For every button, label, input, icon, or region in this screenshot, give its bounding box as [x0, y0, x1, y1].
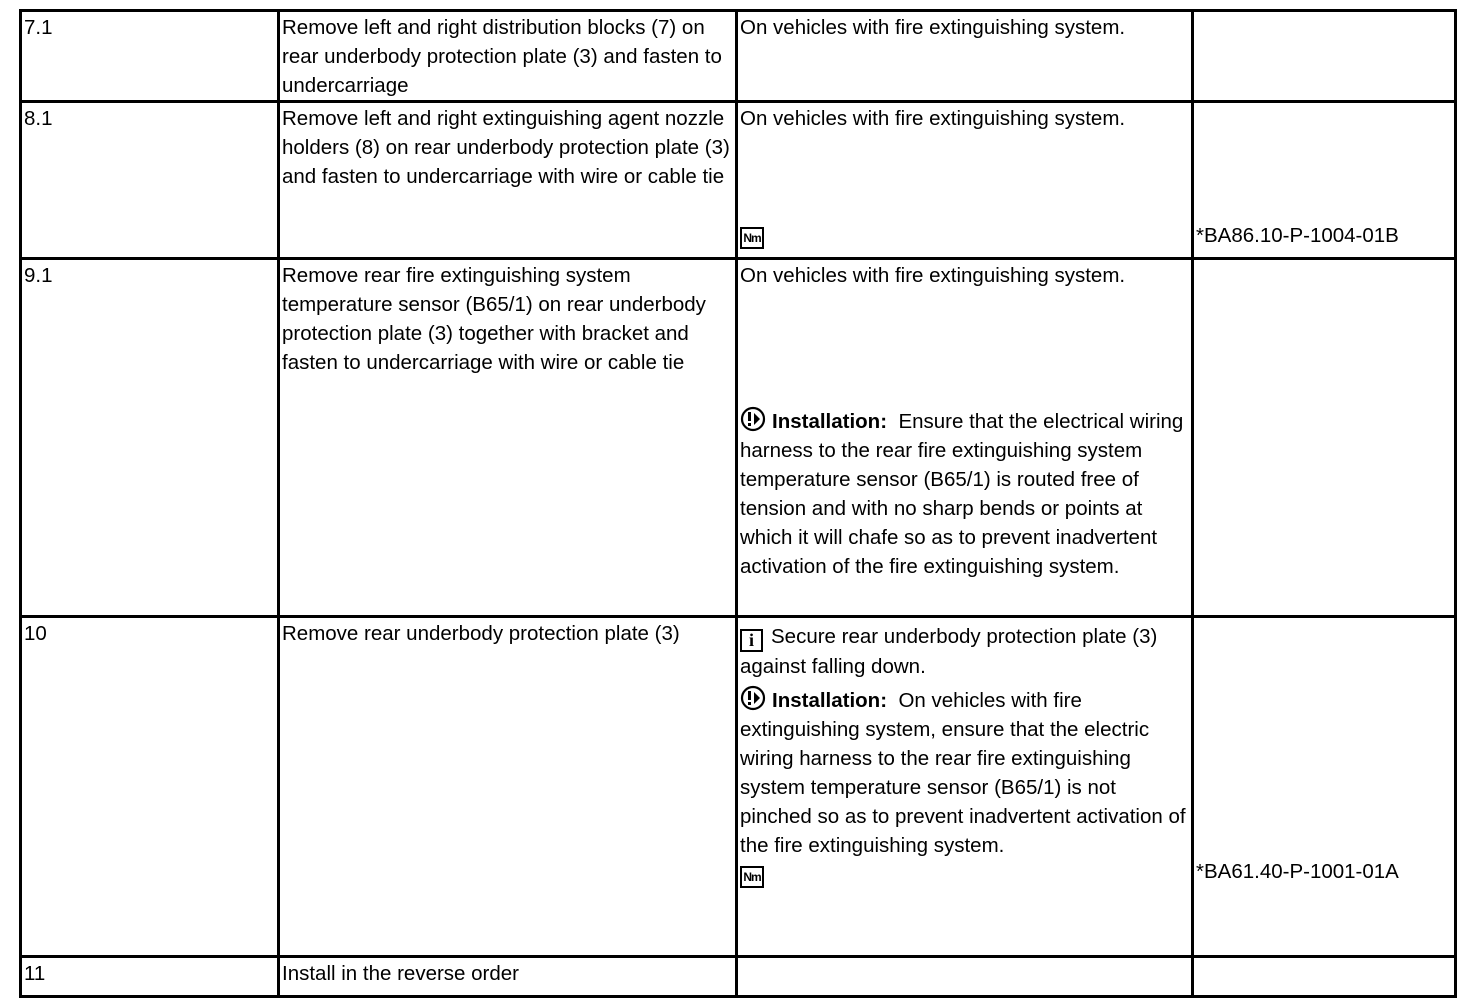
- step-number: 9.1: [21, 259, 279, 617]
- step-reference[interactable]: *BA86.10-P-1004-01B: [1196, 224, 1399, 247]
- step-reference: [1193, 957, 1456, 997]
- step-action: Remove left and right distribution blocks (7) on rear underbody protection plate (3) and fasten to undercarriage: [279, 11, 737, 102]
- table-row: [21, 11, 1456, 102]
- installation-note: [740, 406, 1187, 581]
- step-condition: On vehicles with fire extinguishing system.: [737, 11, 1193, 102]
- step-action: Remove left and right extinguishing agent nozzle holders (8) on rear underbody protection plate (3) and fasten to undercarriage with wire or cable tie: [279, 102, 737, 259]
- installation-label: Installation:: [772, 410, 888, 433]
- step-number: 11: [21, 957, 279, 997]
- step-action: Remove rear fire extinguishing system temperature sensor (B65/1) on rear underbody protection plate (3) together with bracket and fasten to undercarriage with wire or cable tie: [279, 259, 737, 617]
- step-reference-cell: [1193, 102, 1456, 259]
- step-number: 10: [21, 617, 279, 957]
- info-text: Secure rear underbody protection plate (3) against falling down.: [740, 625, 1158, 678]
- procedure-table: [19, 9, 1457, 998]
- torque-nm-icon[interactable]: Nm: [740, 866, 764, 888]
- installation-warning-icon: [740, 406, 766, 432]
- step-number: 8.1: [21, 102, 279, 259]
- installation-text: On vehicles with fire extinguishing system, ensure that the electric wiring harness to the rear fire extinguishing system temperature sensor (B65/1) is not pinched so as to prevent inadvertent activation of the fire extinguishing system.: [740, 689, 1186, 857]
- step-action: Install in the reverse order: [279, 957, 737, 997]
- installation-note: [740, 685, 1187, 860]
- installation-warning-icon: [740, 685, 766, 711]
- installation-text: Ensure that the electrical wiring harness to the rear fire extinguishing system temperature sensor (B65/1) is routed free of tension and with no sharp bends or points at which it will chafe so as to prevent inadvertent activation of the fire extinguishing system.: [740, 410, 1184, 578]
- step-condition: On vehicles with fire extinguishing system.: [740, 107, 1126, 130]
- step-reference: [1193, 259, 1456, 617]
- step-condition-cell: [737, 259, 1193, 617]
- torque-nm-icon[interactable]: Nm: [740, 227, 764, 249]
- step-condition: On vehicles with fire extinguishing system.: [740, 264, 1126, 287]
- step-action: Remove rear underbody protection plate (3): [279, 617, 737, 957]
- info-icon: i: [740, 629, 763, 652]
- step-condition-cell: [737, 617, 1193, 957]
- step-number: 7.1: [21, 11, 279, 102]
- table-row: [21, 259, 1456, 617]
- info-note: [740, 622, 1187, 681]
- step-reference-cell: [1193, 617, 1456, 957]
- step-reference: [1193, 11, 1456, 102]
- step-condition-cell: [737, 102, 1193, 259]
- installation-label: Installation:: [772, 689, 888, 712]
- step-reference[interactable]: *BA61.40-P-1001-01A: [1196, 860, 1399, 883]
- table-row: [21, 957, 1456, 997]
- step-condition: [737, 957, 1193, 997]
- table-row: [21, 102, 1456, 259]
- table-row: [21, 617, 1456, 957]
